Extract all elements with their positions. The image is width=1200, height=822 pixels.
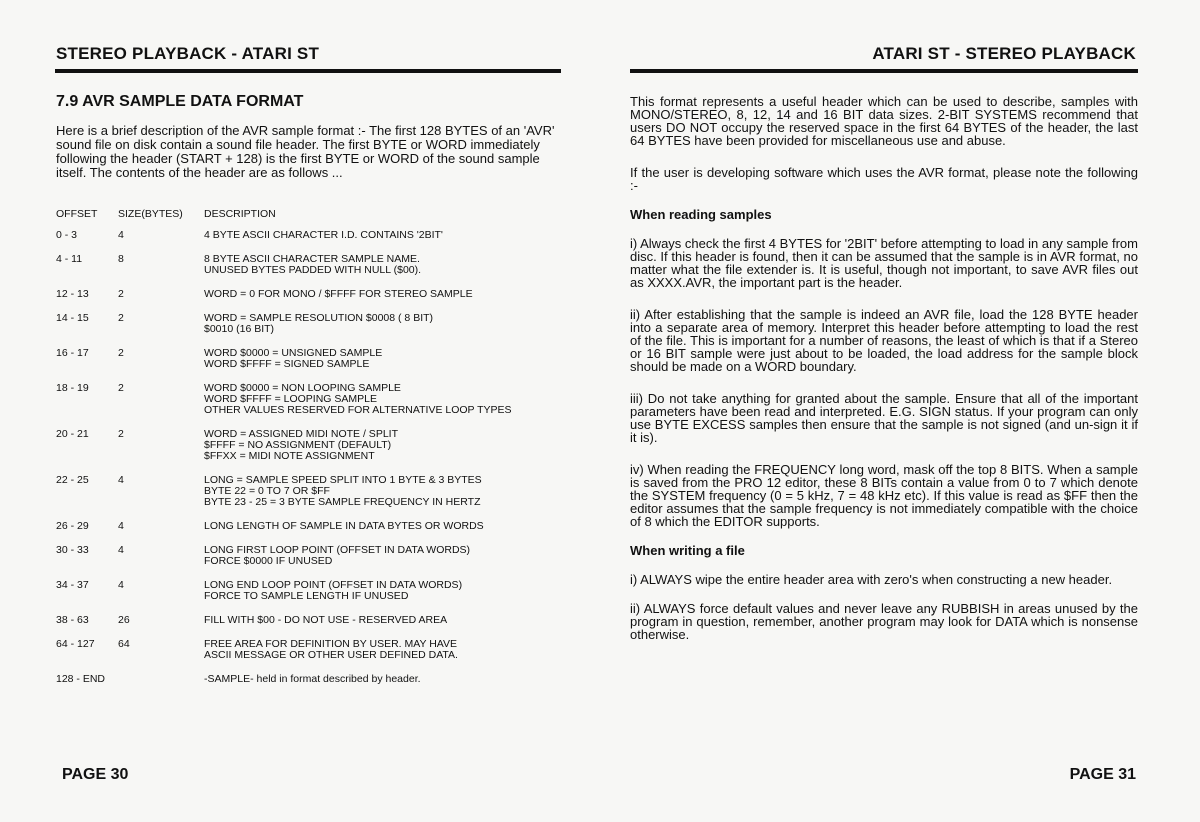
description-cell [204,674,576,698]
table-row [56,383,576,429]
size-cell: 4 [118,544,124,556]
table-row [56,521,576,545]
size-cell: 2 [118,312,124,324]
description-cell [204,615,576,639]
description-cell [204,383,576,429]
description-line: WORD = SAMPLE RESOLUTION $0008 ( 8 BIT) [204,312,434,324]
column-header-size: SIZE(BYTES) [118,208,183,220]
description-cell [204,289,576,313]
description-cell [204,230,576,254]
table-row [56,639,576,674]
description-line: BYTE 23 - 25 = 3 BYTE SAMPLE FREQUENCY IN HERTZ [204,496,481,508]
reading-rule-4: iv) When reading the FREQUENCY long word, mask off the top 8 BITS. When a sample is saved from the PRO 12 editor, these 8 BITs contain a value from 0 to 7 which denote the SYSTEM frequency (0 = 5 kHz, 7 = 48 kHz etc). If this value is read as $FF then the editor assumes that the sample frequency is not immediately compatible with the choice of 8 which the EDITOR supports. [630,462,1138,529]
offset-cell: 64 - 127 [56,638,95,650]
size-cell: 4 [118,474,124,486]
table-row [56,674,576,698]
offset-cell: 14 - 15 [56,312,89,324]
description-line: BYTE 22 = 0 TO 7 OR $FF [204,485,330,497]
size-cell: 4 [118,579,124,591]
description-cell [204,521,576,545]
table-row [56,230,576,254]
reading-rule-1: i) Always check the first 4 BYTES for '2BIT' before attempting to load in any sample from disc. If this header is found, then it can be assumed that the sample is in AVR format, no matter what the file extender is. It is useful, though not important, to save AVR files out as XXXX.AVR, the important part is the header. [630,236,1138,290]
description-line: LONG END LOOP POINT (OFFSET IN DATA WORDS) [204,579,463,591]
table-row [56,429,576,475]
offset-cell: 0 - 3 [56,229,78,241]
description-line: ASCII MESSAGE OR OTHER USER DEFINED DATA. [204,649,458,661]
header-format-table [56,209,576,698]
table-row [56,313,576,348]
description-line: UNUSED BYTES PADDED WITH NULL ($00). [204,264,422,276]
description-line: 4 BYTE ASCII CHARACTER I.D. CONTAINS '2BIT' [204,229,443,241]
offset-cell: 26 - 29 [56,520,89,532]
writing-file-heading: When writing a file [630,543,745,558]
offset-cell: 38 - 63 [56,614,89,626]
size-cell [118,674,204,698]
right-header-rule [630,69,1138,73]
size-cell: 64 [118,638,130,650]
table-row [56,475,576,521]
table-row [56,545,576,580]
size-cell: 2 [118,382,124,394]
description-line: 8 BYTE ASCII CHARACTER SAMPLE NAME. [204,253,420,265]
reading-rule-2: ii) After establishing that the sample is indeed an AVR file, load the 128 BYTE header into a separate area of memory. Interpret this header before attempting to load the rest of the file. This is important for a number of reasons, the least of which is that if a Stereo or 16 BIT sample were just about to be loaded, the load address for the sample block should be made on a WORD boundary. [630,307,1138,374]
description-line: WORD $0000 = UNSIGNED SAMPLE [204,347,383,359]
description-line: FILL WITH $00 - DO NOT USE - RESERVED AREA [204,614,448,626]
description-line: FORCE $0000 IF UNUSED [204,555,333,567]
right-page [600,0,1200,822]
offset-cell: 20 - 21 [56,428,89,440]
size-cell: 4 [118,520,124,532]
description-cell [204,429,576,475]
size-cell: 2 [118,347,124,359]
offset-cell: 12 - 13 [56,288,89,300]
size-cell: 26 [118,614,130,626]
size-cell: 2 [118,428,124,440]
section-title: 7.9 AVR SAMPLE DATA FORMAT [56,93,304,110]
description-line: WORD = 0 FOR MONO / $FFFF FOR STEREO SAMPLE [204,288,473,300]
column-header-offset: OFFSET [56,208,98,220]
right-page-body [630,95,1138,641]
description-cell [204,254,576,289]
description-line: $FFXX = MIDI NOTE ASSIGNMENT [204,450,375,462]
description-line: WORD $FFFF = SIGNED SAMPLE [204,358,370,370]
offset-cell: 22 - 25 [56,474,89,486]
description-line: WORD $FFFF = LOOPING SAMPLE [204,393,377,405]
offset-cell: 128 - END [56,673,106,685]
intro-paragraph: Here is a brief description of the AVR sample format :- The first 128 BYTES of an 'AVR' sound file on disk contain a sound file header. The first BYTE or WORD immediately following the header (START + 128) is the first BYTE or WORD of the sound sample itself. The contents of the header are as follows ... [56,123,555,180]
table-row [56,289,576,313]
description-line: OTHER VALUES RESERVED FOR ALTERNATIVE LOOP TYPES [204,404,512,416]
reading-rule-3: iii) Do not take anything for granted about the sample. Ensure that all of the important parameters have been read and interpreted. E.G. SIGN status. If your program can only use BYTE EXCESS samples then ensure that the sample is not signed (and un-sign it if it is). [630,391,1138,445]
offset-cell: 30 - 33 [56,544,89,556]
description-line: $0010 (16 BIT) [204,323,275,335]
table-row [56,615,576,639]
offset-cell: 18 - 19 [56,382,89,394]
size-cell: 4 [118,229,124,241]
description-cell [204,348,576,383]
offset-cell: 16 - 17 [56,347,89,359]
description-line: FORCE TO SAMPLE LENGTH IF UNUSED [204,590,409,602]
description-line: WORD = ASSIGNED MIDI NOTE / SPLIT [204,428,398,440]
format-paragraph: This format represents a useful header which can be used to describe, samples with MONO/STEREO, 8, 12, 14 and 16 BIT data sizes. 2-BIT SYSTEMS recommend that users DO NOT occupy the reserved space in the first 64 BYTES of the header, the last 64 BYTES have been provided for miscellaneous use and abuse. [630,94,1138,148]
description-line: LONG LENGTH OF SAMPLE IN DATA BYTES OR WORDS [204,520,484,532]
description-line: LONG = SAMPLE SPEED SPLIT INTO 1 BYTE & 3 BYTES [204,474,482,486]
right-page-number: PAGE 31 [1069,766,1136,783]
description-cell [204,313,576,348]
table-row [56,580,576,615]
writing-rule-2: ii) ALWAYS force default values and never leave any RUBBISH in areas unused by the program in question, remember, another program may look for DATA which is nonsense otherwise. [630,601,1138,642]
description-cell [204,639,576,674]
left-page-number: PAGE 30 [62,766,129,783]
description-cell [204,580,576,615]
description-cell [204,475,576,521]
description-line: WORD $0000 = NON LOOPING SAMPLE [204,382,401,394]
reading-samples-heading: When reading samples [630,207,772,222]
writing-rule-1: i) ALWAYS wipe the entire header area with zero's when constructing a new header. [630,572,1113,587]
size-cell: 2 [118,288,124,300]
column-header-description: DESCRIPTION [204,208,276,220]
table-row [56,254,576,289]
description-cell [204,545,576,580]
table-body [56,230,576,698]
description-line: -SAMPLE- held in format described by header. [204,673,421,685]
offset-cell: 4 - 11 [56,253,83,265]
size-cell: 8 [118,253,124,265]
description-line: $FFFF = NO ASSIGNMENT (DEFAULT) [204,439,392,451]
right-running-header: ATARI ST - STEREO PLAYBACK [872,44,1136,63]
description-line: FREE AREA FOR DEFINITION BY USER. MAY HAVE [204,638,458,650]
table-row [56,348,576,383]
table-header-row [56,209,576,230]
left-header-rule [55,69,561,73]
developer-note-paragraph: If the user is developing software which uses the AVR format, please note the following :- [630,165,1138,193]
offset-cell: 34 - 37 [56,579,89,591]
description-line: LONG FIRST LOOP POINT (OFFSET IN DATA WORDS) [204,544,471,556]
left-running-header: STEREO PLAYBACK - ATARI ST [56,44,320,63]
